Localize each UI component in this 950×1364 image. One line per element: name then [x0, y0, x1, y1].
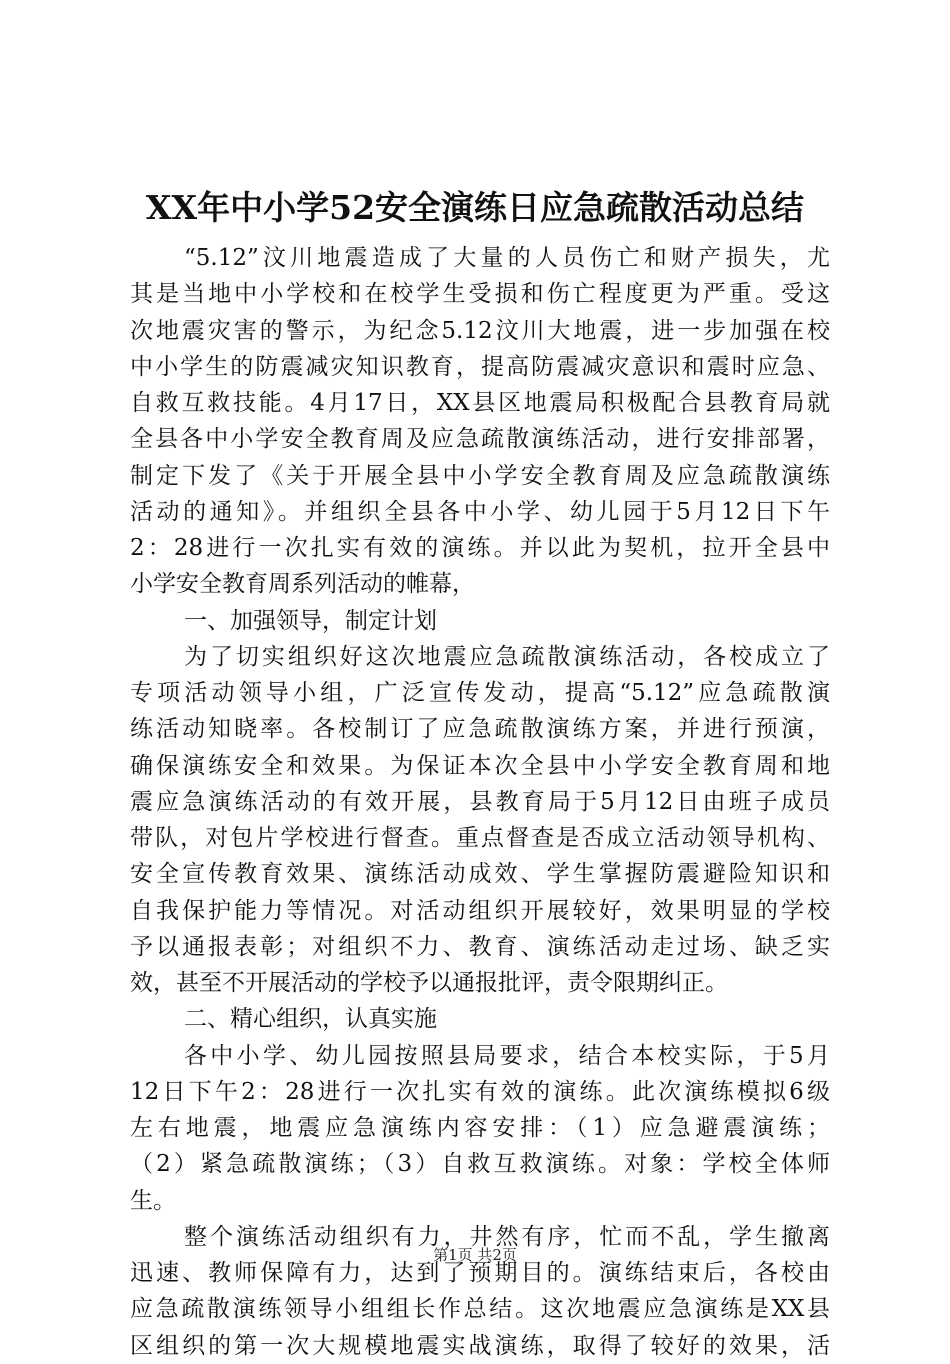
text-line: 迅速、教师保障有力，达到了预期目的。演练结束后，各校由 — [130, 1260, 830, 1286]
document-title: XX年中小学52安全演练日应急疏散活动总结 — [145, 188, 805, 227]
text-line: 小学安全教育周系列活动的帷幕， — [130, 571, 475, 598]
text-line: 活动的通知》。并组织全县各中小学、幼儿园于5月12日下午 — [130, 498, 830, 525]
section-heading: 二、精心组织，认真实施 — [184, 1006, 437, 1033]
text-line: 带队，对包片学校进行督查。重点督查是否成立活动领导机构、 — [130, 825, 830, 851]
text-line: 震应急演练活动的有效开展，县教育局于5月12日由班子成员 — [130, 788, 830, 815]
text-line: 2：28进行一次扎实有效的演练。并以此为契机，拉开全县中 — [130, 535, 830, 561]
text-line: 制定下发了《关于开展全县中小学安全教育周及应急疏散演练 — [130, 462, 830, 489]
text-line: 左右地震，地震应急演练内容安排：（1）应急避震演练； — [130, 1115, 830, 1141]
text-line: 生。 — [130, 1187, 176, 1214]
text-line: 整个演练活动组织有力，井然有序，忙而不乱，学生撤离 — [184, 1223, 830, 1250]
document-body — [130, 240, 830, 1364]
text-line: 全县各中小学安全教育周及应急疏散演练活动，进行安排部署， — [130, 426, 830, 453]
text-line: 安全宣传教育效果、演练活动成效、学生掌握防震避险知识和 — [130, 861, 830, 888]
text-line: （2）紧急疏散演练；（3）自救互救演练。对象：学校全体师 — [130, 1151, 830, 1178]
text-line: 确保演练安全和效果。为保证本次全县中小学安全教育周和地 — [130, 752, 830, 779]
text-line: 次地震灾害的警示，为纪念5.12汶川大地震，进一步加强在校 — [130, 317, 830, 344]
text-line: 其是当地中小学校和在校学生受损和伤亡程度更为严重。受这 — [130, 281, 830, 308]
text-line: “5.12”汶川地震造成了大量的人员伤亡和财产损失，尤 — [184, 245, 830, 271]
page-footer: 第1页 共2页 — [433, 1246, 517, 1264]
text-line: 予以通报表彰；对组织不力、教育、演练活动走过场、缺乏实 — [130, 933, 830, 960]
section-heading: 一、加强领导，制定计划 — [184, 607, 437, 634]
text-line: 各中小学、幼儿园按照县局要求，结合本校实际，于5月 — [184, 1042, 830, 1069]
text-line: 自救互救技能。4月17日，XX县区地震局积极配合县教育局就 — [130, 390, 830, 416]
text-line: 专项活动领导小组，广泛宣传发动，提高“5.12”应急疏散演 — [130, 680, 830, 706]
text-line: 区组织的第一次大规模地震实战演练，取得了较好的效果，活 — [130, 1332, 830, 1359]
text-line: 应急疏散演练领导小组组长作总结。这次地震应急演练是XX县 — [130, 1296, 830, 1323]
text-line: 效，甚至不开展活动的学校予以通报批评，责令限期纠正。 — [130, 970, 728, 996]
text-line: 12日下午2：28进行一次扎实有效的演练。此次演练模拟6级 — [130, 1078, 830, 1105]
text-line: 中小学生的防震减灾知识教育，提高防震减灾意识和震时应急、 — [130, 353, 830, 380]
text-line: 为了切实组织好这次地震应急疏散演练活动，各校成立了 — [184, 643, 830, 670]
text-line: 练活动知晓率。各校制订了应急疏散演练方案，并进行预演， — [130, 716, 830, 743]
text-line: 自我保护能力等情况。对活动组织开展较好，效果明显的学校 — [130, 897, 830, 924]
